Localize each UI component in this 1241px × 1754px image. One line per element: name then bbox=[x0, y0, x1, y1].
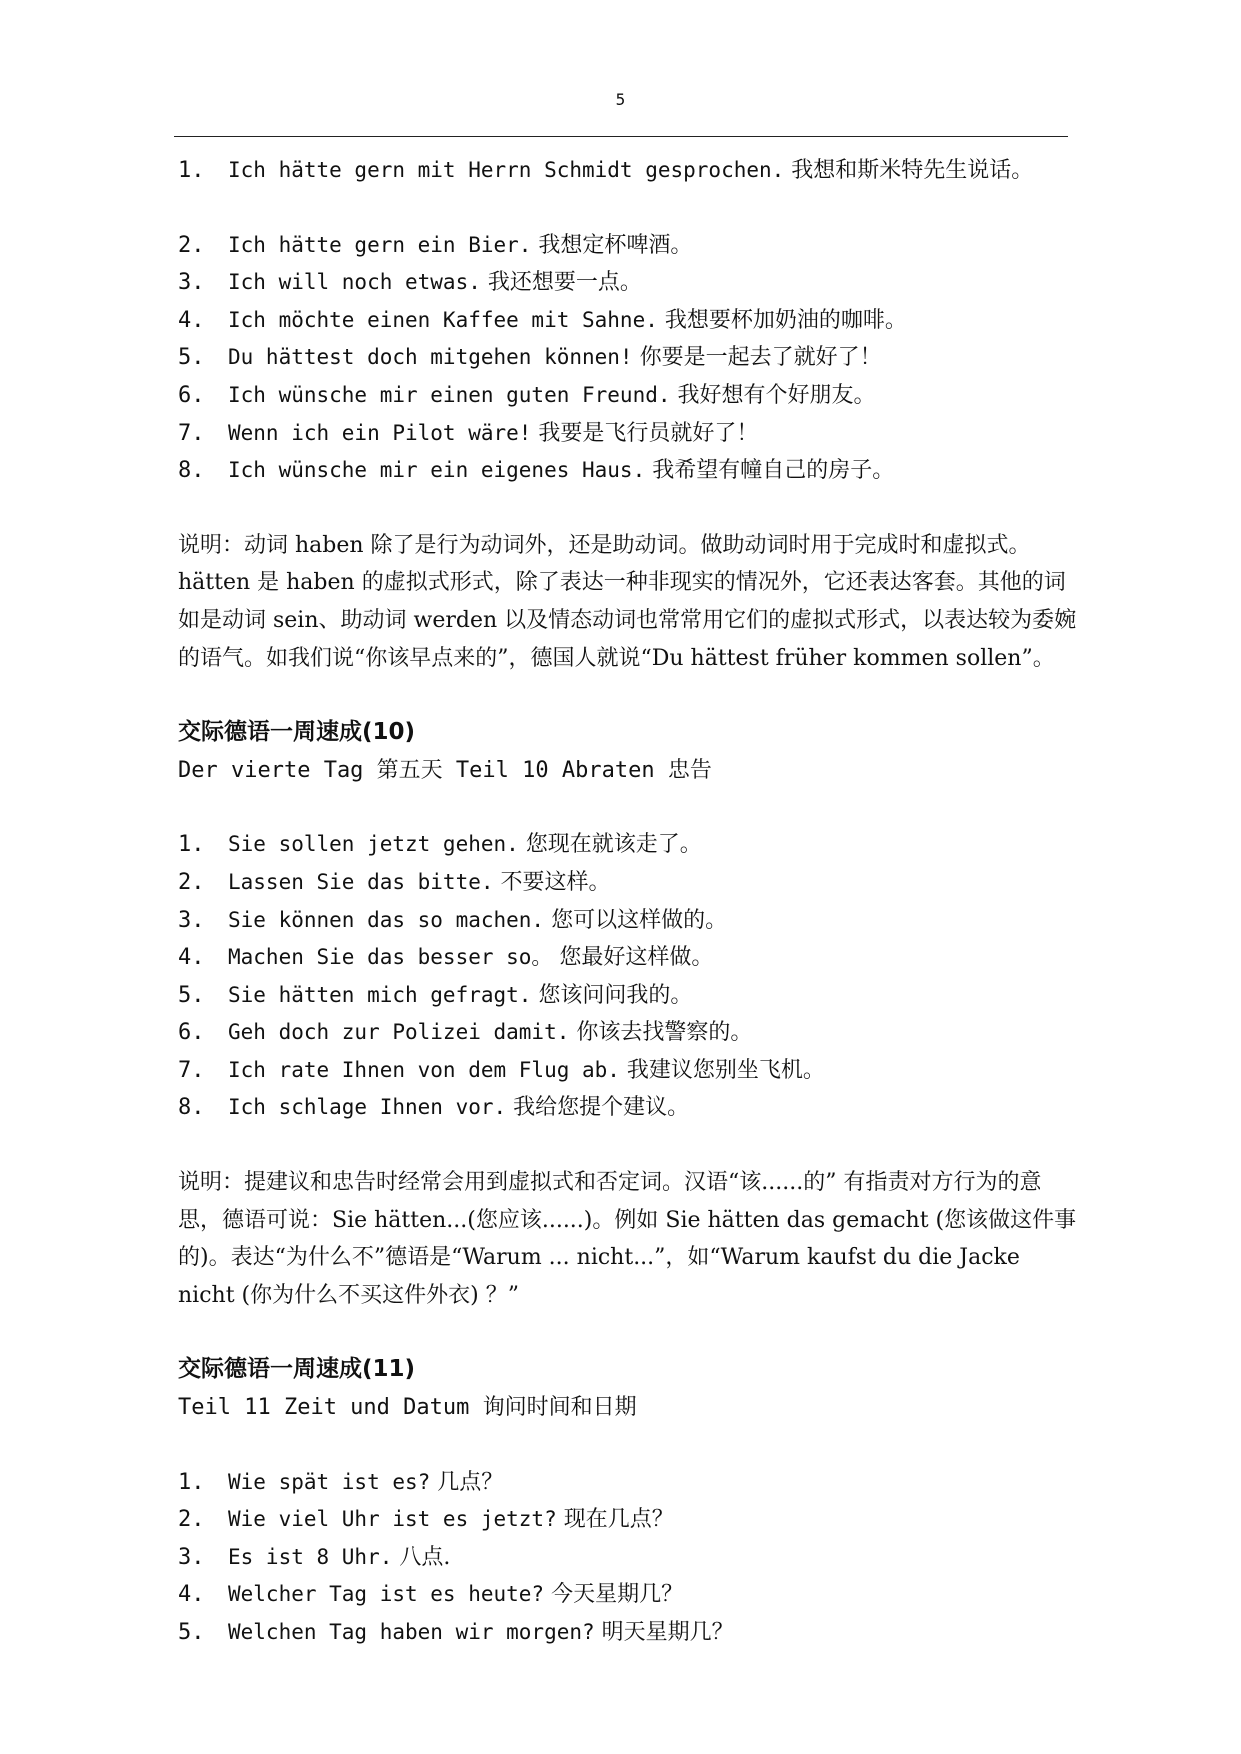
section-subtitle-11: Teil 11 Zeit und Datum 询问时间和日期 bbox=[178, 1395, 637, 1421]
item-number: 1. bbox=[178, 832, 205, 858]
list-item bbox=[178, 826, 1083, 864]
german-sentence: Welcher Tag ist es heute? bbox=[228, 1582, 545, 1607]
chinese-translation: 不要这样。 bbox=[493, 869, 611, 895]
list-item bbox=[178, 1614, 1083, 1652]
german-sentence: Ich wünsche mir ein eigenes Haus. bbox=[228, 458, 646, 483]
list-item bbox=[178, 302, 1083, 340]
german-sentence: Sie können das so machen. bbox=[228, 907, 545, 932]
item-number: 6. bbox=[178, 382, 205, 408]
list-item bbox=[178, 1539, 1083, 1577]
german-sentence: Welchen Tag haben wir morgen? bbox=[228, 1620, 595, 1644]
chinese-translation: 我还想要一点。 bbox=[480, 270, 642, 296]
chinese-translation: 我给您提个建议。 bbox=[506, 1095, 690, 1121]
german-sentence: Ich hätte gern ein Bier. bbox=[228, 232, 532, 257]
chinese-translation: 八点. bbox=[392, 1544, 451, 1570]
chinese-translation: 您现在就该走了。 bbox=[518, 832, 702, 858]
item-number: 4. bbox=[178, 307, 205, 333]
item-number: 1. bbox=[178, 158, 205, 183]
item-number: 3. bbox=[178, 1544, 205, 1570]
chinese-translation: 几点？ bbox=[430, 1469, 504, 1495]
chinese-translation: 明天星期几？ bbox=[594, 1620, 734, 1645]
german-sentence: Ich hätte gern mit Herrn Schmidt gesprochen. bbox=[228, 158, 785, 182]
german-sentence: Ich schlage Ihnen vor. bbox=[228, 1095, 507, 1120]
chinese-translation: 我想和斯米特先生说话。 bbox=[784, 158, 1034, 183]
item-number: 2. bbox=[178, 869, 205, 895]
section-title-10: 交际德语一周速成(10) bbox=[178, 719, 416, 746]
list-item bbox=[178, 977, 1083, 1015]
list-block-10 bbox=[178, 826, 1083, 1127]
chinese-translation: 您可以这样做的。 bbox=[544, 907, 728, 933]
list-item bbox=[178, 339, 1083, 377]
german-sentence: Geh doch zur Polizei damit. bbox=[228, 1020, 570, 1045]
list-item bbox=[178, 415, 1083, 453]
explanation-note-10: 说明：提建议和忠告时经常会用到虚拟式和否定词。汉语“该......的” 有指责对方行为的意思，德语可说：Sie hätten...(您应该......)。例如 Sie hätten das gemacht (您该做这件事的)。表达“为什么不”德语是“Warum ... nicht...”，如“Warum kaufst du die Jacke nicht (你为什么不买这件外衣) ？” bbox=[178, 1170, 1077, 1308]
explanation-note-1: 说明：动词 haben 除了是行为动词外，还是助动词。做助动词时用于完成时和虚拟式。hätten 是 haben 的虚拟式形式，除了表达一种非现实的情况外，它还表达客套。其他的词如是动词 sein、助动词 werden 以及情态动词也常常用它们的虚拟式形式，以表达较为委婉的语气。如我们说“你该早点来的”，德国人就说“Du hättest früher kommen sollen”。 bbox=[178, 532, 1077, 671]
list-item bbox=[178, 452, 1083, 490]
list-item bbox=[178, 264, 1083, 302]
item-number: 5. bbox=[178, 1620, 205, 1645]
list-item bbox=[178, 377, 1083, 415]
item-number: 3. bbox=[178, 907, 205, 933]
list-block-1 bbox=[178, 227, 1083, 490]
section-title-11: 交际德语一周速成(11) bbox=[178, 1356, 416, 1383]
german-sentence: Lassen Sie das bitte. bbox=[228, 869, 494, 894]
german-sentence: Machen Sie das besser so。 bbox=[228, 945, 553, 970]
chinese-translation: 我好想有个好朋友。 bbox=[670, 382, 876, 408]
german-sentence: Ich will noch etwas. bbox=[228, 270, 481, 295]
item-number: 2. bbox=[178, 232, 205, 258]
chinese-translation: 现在几点？ bbox=[556, 1507, 674, 1533]
list-item bbox=[178, 1576, 1083, 1614]
german-sentence: Du hättest doch mitgehen können! bbox=[228, 345, 633, 370]
list-item bbox=[178, 1089, 1083, 1127]
german-sentence: Es ist 8 Uhr. bbox=[228, 1544, 393, 1569]
chinese-translation: 我要是飞行员就好了！ bbox=[531, 420, 759, 446]
german-sentence: Wenn ich ein Pilot wäre! bbox=[228, 420, 532, 445]
list-item bbox=[178, 1052, 1083, 1090]
chinese-translation: 我建议您别坐飞机。 bbox=[619, 1057, 825, 1083]
item-number: 4. bbox=[178, 945, 205, 971]
item-number: 7. bbox=[178, 1057, 205, 1083]
section-subtitle-10: Der vierte Tag 第五天 Teil 10 Abraten 忠告 bbox=[178, 757, 712, 783]
chinese-translation: 你该去找警察的。 bbox=[569, 1020, 753, 1046]
german-sentence: Ich rate Ihnen von dem Flug ab. bbox=[228, 1057, 620, 1082]
item-number: 5. bbox=[178, 345, 205, 371]
header-rule bbox=[174, 136, 1068, 137]
chinese-translation: 今天星期几？ bbox=[544, 1582, 684, 1608]
page-content bbox=[178, 152, 1083, 1652]
german-sentence: Wie viel Uhr ist es jetzt? bbox=[228, 1507, 557, 1532]
list-item bbox=[178, 864, 1083, 902]
list-item bbox=[178, 1014, 1083, 1052]
chinese-translation: 我想定杯啤酒。 bbox=[531, 232, 693, 258]
item-number: 2. bbox=[178, 1507, 205, 1533]
list-item bbox=[178, 227, 1083, 265]
list-item bbox=[178, 152, 1083, 190]
list-block-11 bbox=[178, 1464, 1083, 1652]
item-number: 6. bbox=[178, 1020, 205, 1046]
chinese-translation: 我希望有幢自己的房子。 bbox=[645, 458, 895, 484]
page-number: 5 bbox=[615, 90, 626, 109]
item-number: 8. bbox=[178, 458, 205, 484]
item-number: 3. bbox=[178, 270, 205, 296]
item-number: 7. bbox=[178, 420, 205, 446]
chinese-translation: 您该问问我的。 bbox=[531, 982, 693, 1008]
german-sentence: Ich wünsche mir einen guten Freund. bbox=[228, 382, 671, 407]
chinese-translation: 我想要杯加奶油的咖啡。 bbox=[657, 307, 907, 333]
chinese-translation: 您最好这样做。 bbox=[552, 945, 714, 971]
list-item bbox=[178, 939, 1083, 977]
list-item bbox=[178, 1464, 1083, 1502]
german-sentence: Sie hätten mich gefragt. bbox=[228, 982, 532, 1007]
list-item bbox=[178, 902, 1083, 940]
item-number: 1. bbox=[178, 1469, 205, 1495]
item-number: 5. bbox=[178, 982, 205, 1008]
list-item bbox=[178, 1501, 1083, 1539]
item-number: 4. bbox=[178, 1582, 205, 1608]
german-sentence: Ich möchte einen Kaffee mit Sahne. bbox=[228, 307, 658, 332]
german-sentence: Sie sollen jetzt gehen. bbox=[228, 832, 519, 857]
german-sentence: Wie spät ist es? bbox=[228, 1469, 431, 1494]
item-number: 8. bbox=[178, 1095, 205, 1121]
chinese-translation: 你要是一起去了就好了！ bbox=[632, 345, 882, 371]
